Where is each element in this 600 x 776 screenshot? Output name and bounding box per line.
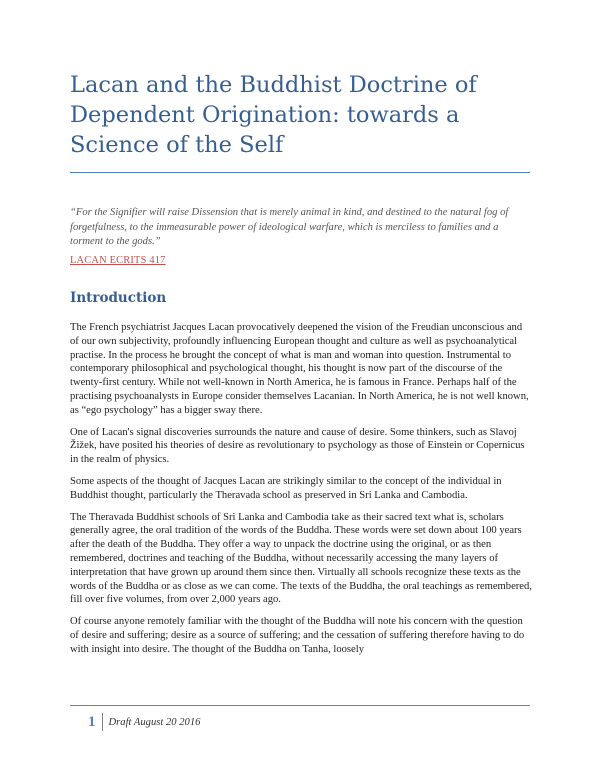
- footer-divider: [70, 705, 530, 706]
- paragraph: The French psychiatrist Jacques Lacan provocatively deepened the vision of the Freudian unconscious and of our own subjectivity, profoundly influencing European thought and culture as well as psychoanalytical practise. In the process he brought the concept of what is man and woman into question. Instrumental to contemporary philosophical and psychological thought, his thought is now part of the discourse of the twenty-first century. While not well-known in North America, he is famous in France. Perhaps half of the practising psychoanalysts in Europe consider themselves Lacanian. In North America, he is not well known, as “ego psychology” has a bigger sway there.: [70, 322, 529, 416]
- page-footer: [88, 710, 200, 734]
- body-text: [70, 321, 532, 665]
- footer-separator: [102, 713, 103, 731]
- section-heading-introduction: Introduction: [70, 290, 167, 306]
- draft-date: Draft August 20 2016: [108, 716, 201, 728]
- paragraph: Of course anyone remotely familiar with the thought of the Buddha will note his concern with the question of desire and suffering; desire as a source of suffering; and the cessation of suffering therefore having to do with insight into desire. The thought of the Buddha on Tanha, loosely: [70, 616, 525, 655]
- paragraph: One of Lacan's signal discoveries surrounds the nature and cause of desire. Some thinkers, such as Slavoj Žižek, have posited his theories of desire as revolutionary to psychology as those of Einstein or Copernicus in the realm of physics.: [70, 426, 525, 466]
- title-divider: [70, 172, 530, 173]
- paragraph: Some aspects of the thought of Jacques Lacan are strikingly similar to the concept of the individual in Buddhist thought, particularly the Theravada school as preserved in Sri Lanka and Cambodia.: [70, 475, 502, 501]
- epigraph-quote: “For the Signifier will raise Dissension that is merely animal in kind, and destined to the natural fog of forgetfulness, to the immeasurable power of ideological warfare, which is merciless to families and a torment to the gods.”: [70, 207, 509, 247]
- page-number: 1: [88, 713, 96, 730]
- paragraph: The Theravada Buddhist schools of Sri Lanka and Cambodia take as their sacred text what is, scholars generally agree, the oral tradition of the words of the Buddha. These words were set down about 100 years after the death of the Buddha. They offer a way to unpack the doctrine using the original, or as then remembered, doctrines and teaching of the Buddha, without necessarily accessing the many layers of interpretation that have grown up around them since then. Virtually all schools recognize these texts as the words of the Buddha or as close as we can come. The texts of the Buddha, the oral teachings as remembered, fill over five volumes, from over 2,000 years ago.: [70, 511, 532, 606]
- document-title: Lacan and the Buddhist Doctrine of Dependent Origination: towards a Science of the Self: [70, 72, 477, 158]
- epigraph-citation[interactable]: LACAN ECRITS 417: [70, 255, 166, 266]
